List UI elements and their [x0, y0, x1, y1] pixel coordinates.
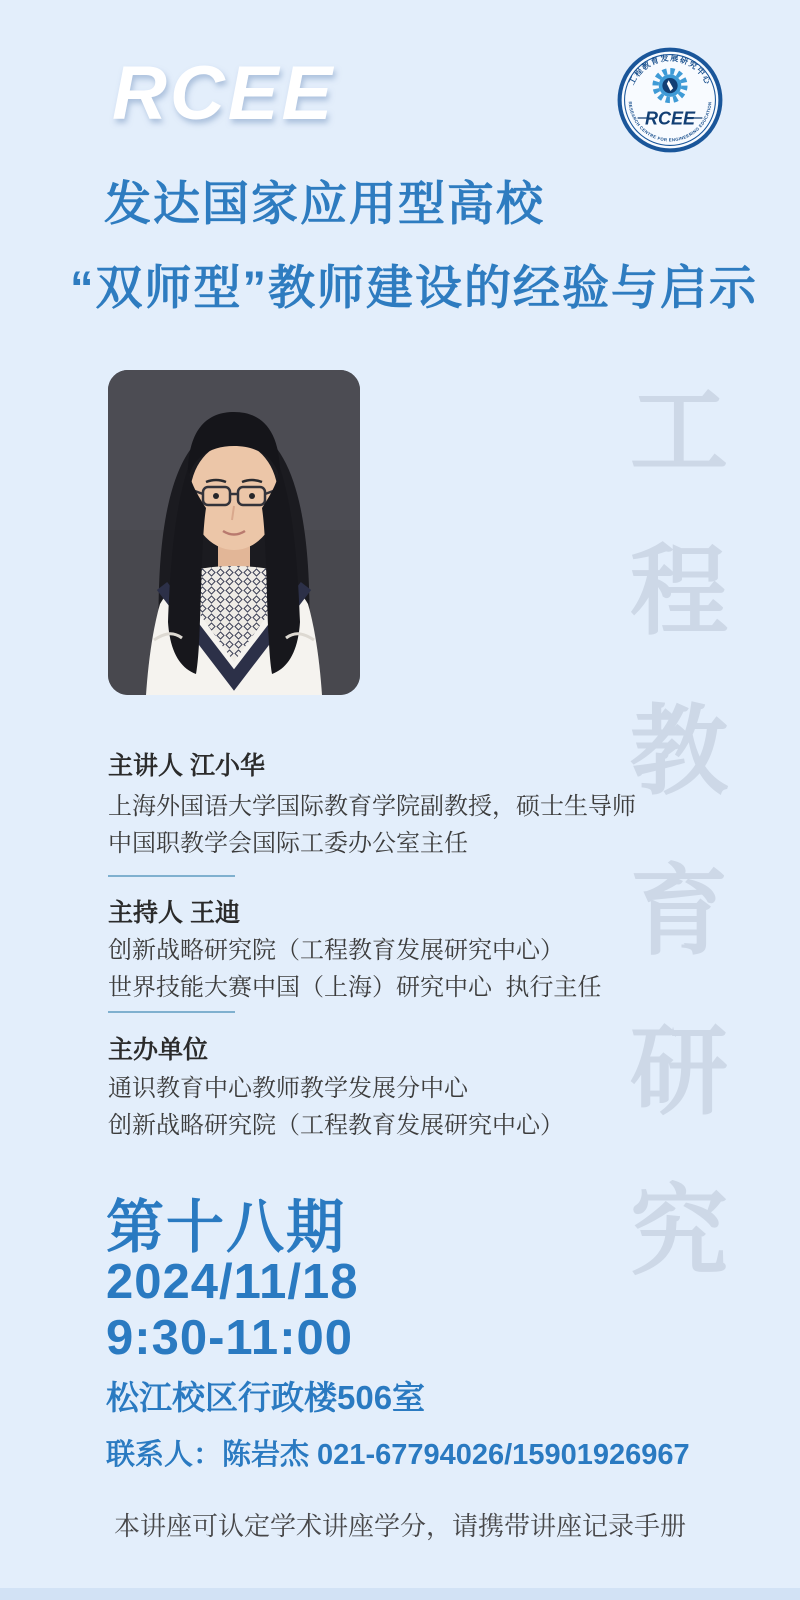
- watermark-char: 教: [630, 694, 729, 809]
- bottom-strip: [0, 1588, 800, 1600]
- footer-note: 本讲座可认定学术讲座学分，请携带讲座记录手册: [113, 1511, 686, 1541]
- watermark-char: 究: [630, 1174, 729, 1289]
- host-line: 创新战略研究院（工程教育发展研究中心）: [108, 937, 564, 964]
- poster-title-line1: 发达国家应用型高校: [104, 177, 545, 230]
- host-line: 世界技能大赛中国（上海）研究中心 执行主任: [108, 974, 602, 1001]
- event-contact: 联系人：陈岩杰 021-67794026/15901926967: [106, 1439, 690, 1471]
- organizer-line: 创新战略研究院（工程教育发展研究中心）: [108, 1112, 564, 1139]
- watermark-char: 工: [630, 374, 729, 489]
- watermark-char: 育: [630, 854, 729, 969]
- watermark-char: 研: [630, 1014, 729, 1129]
- organizer-line: 通识教育中心教师教学发展分中心: [108, 1075, 468, 1102]
- section-divider: [108, 1011, 235, 1013]
- speaker-heading: 主讲人 江小华: [108, 752, 265, 780]
- speaker-photo: [108, 370, 360, 695]
- vertical-watermark: [630, 374, 729, 1289]
- poster-title-line2: “双师型”教师建设的经验与启示: [70, 261, 758, 314]
- speaker-portrait-illustration: [108, 370, 360, 695]
- watermark-char: 程: [630, 534, 729, 649]
- speaker-line: 上海外国语大学国际教育学院副教授，硕士生导师: [108, 793, 636, 820]
- event-time: 9:30-11:00: [106, 1311, 354, 1365]
- badge-arc-top-text: 工程教育发展研究中心: [627, 53, 713, 87]
- badge-emblem-icon: [616, 46, 724, 154]
- rcee-wordmark: RCEE: [112, 51, 336, 136]
- gear-icon: [656, 71, 685, 100]
- event-venue: 松江校区行政楼506室: [106, 1379, 426, 1416]
- speaker-line: 中国职教学会国际工委办公室主任: [108, 830, 468, 857]
- event-date: 2024/11/18: [106, 1255, 359, 1309]
- rcee-badge-logo: [616, 46, 724, 154]
- host-heading: 主持人 王迪: [108, 899, 240, 927]
- section-divider: [108, 875, 235, 877]
- organizer-heading: 主办单位: [108, 1036, 209, 1064]
- badge-arc-bottom-text: RESEARCH CENTRE FOR ENGINEERING EDUCATION: [627, 101, 713, 143]
- event-issue-number: 第十八期: [106, 1195, 347, 1260]
- badge-rcee-text: RCEE: [644, 108, 696, 129]
